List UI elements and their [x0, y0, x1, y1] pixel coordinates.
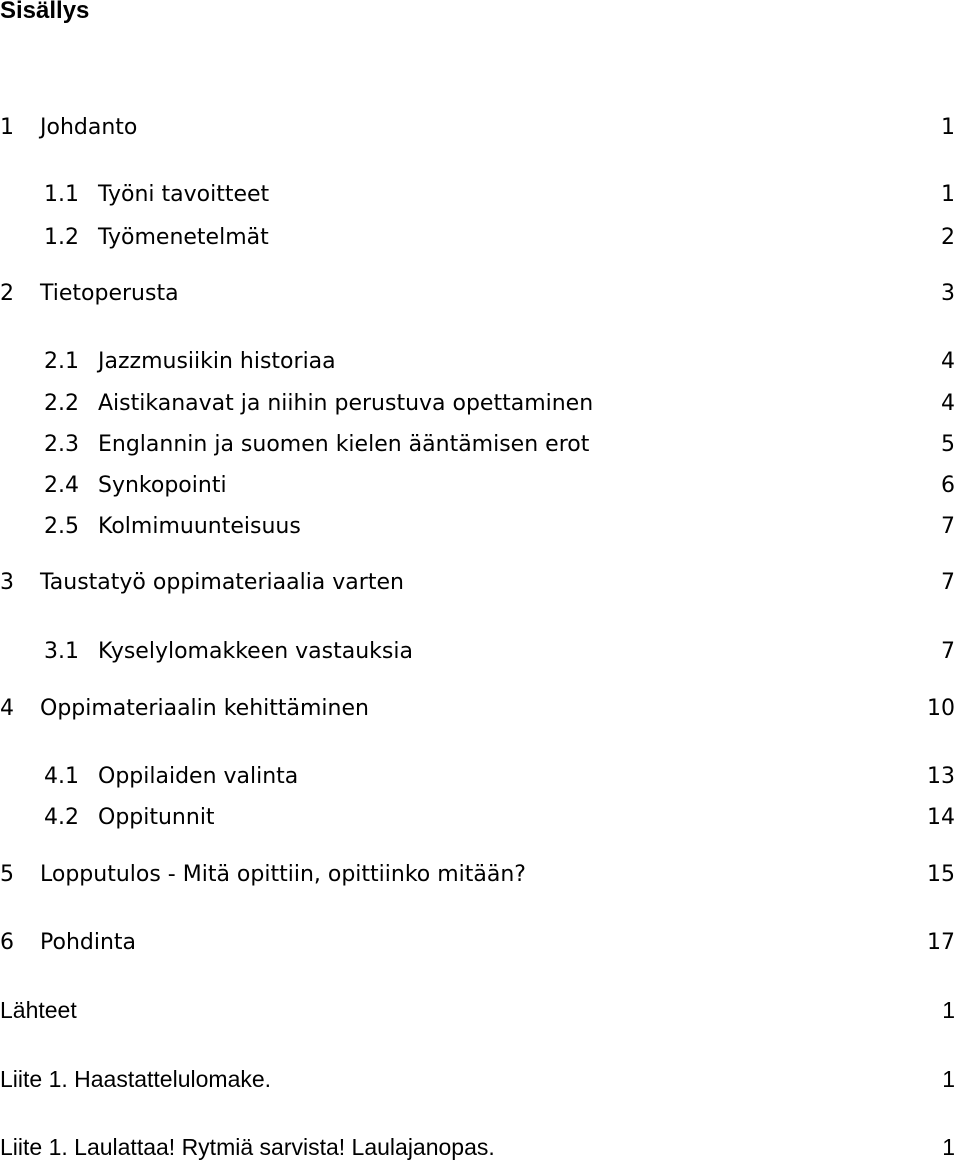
- toc-entry-page: 17: [927, 930, 955, 955]
- toc-entry-number: 1.1: [44, 182, 79, 207]
- toc-entry-page: 7: [941, 570, 955, 595]
- toc-entry-section[interactable]: [0, 223, 955, 253]
- toc-entry-title: Aistikanavat ja niihin perustuva opettaminen: [98, 391, 594, 416]
- toc-entry-section[interactable]: [0, 512, 955, 542]
- toc-entry-title: Pohdinta: [40, 930, 137, 955]
- toc-entry-page: 1: [942, 997, 955, 1023]
- toc-entry-title: Tietoperusta: [40, 281, 179, 306]
- toc-entry-title: Lähteet: [0, 997, 77, 1023]
- toc-entry-title: Oppilaiden valinta: [98, 764, 299, 789]
- toc-entry-number: 2.3: [44, 432, 79, 457]
- toc-entry-section[interactable]: [0, 180, 955, 210]
- toc-entry-number: 2.4: [44, 473, 79, 498]
- toc-entry-title: Kyselylomakkeen vastauksia: [98, 639, 413, 664]
- toc-entry-number: 2.1: [44, 349, 79, 374]
- toc-entry-chapter[interactable]: [0, 113, 955, 143]
- toc-entry-number: 2.5: [44, 514, 79, 539]
- toc-entry-page: 14: [927, 805, 955, 830]
- toc-entry-chapter[interactable]: [0, 568, 955, 598]
- toc-entry-page: 6: [941, 473, 955, 498]
- toc-entry-number: 2: [0, 281, 14, 306]
- toc-entry-page: 7: [941, 639, 955, 664]
- toc-entry-title: Lopputulos - Mitä opittiin, opittiinko mitään?: [40, 862, 526, 887]
- toc-entry-page: 4: [941, 391, 955, 416]
- toc-entry-number: 4: [0, 696, 14, 721]
- toc-entry-number: 2.2: [44, 391, 79, 416]
- toc-entry-page: 10: [927, 696, 955, 721]
- toc-entry-number: 3.1: [44, 639, 79, 664]
- toc-entry-number: 4.1: [44, 764, 79, 789]
- toc-entry-title: Työmenetelmät: [98, 225, 269, 250]
- toc-entry-title: Englannin ja suomen kielen ääntämisen erot: [98, 432, 590, 457]
- toc-entry-section[interactable]: [0, 389, 955, 419]
- toc-entry-title: Työni tavoitteet: [98, 182, 270, 207]
- toc-entry-page: 5: [941, 432, 955, 457]
- toc-entry-page: 3: [941, 281, 955, 306]
- toc-entry-chapter[interactable]: [0, 928, 955, 958]
- toc-entry-title: Liite 1. Haastattelulomake.: [0, 1066, 272, 1092]
- toc-entry-page: 1: [941, 182, 955, 207]
- toc-entry-section[interactable]: [0, 347, 955, 377]
- toc-entry-title: Liite 1. Laulattaa! Rytmiä sarvista! Laulajanopas.: [0, 1134, 495, 1160]
- toc-entry-title: Jazzmusiikin historiaa: [98, 349, 336, 374]
- toc-entry-section[interactable]: [0, 430, 955, 460]
- toc-entry-section[interactable]: [0, 762, 955, 792]
- toc-entry-number: 5: [0, 862, 14, 887]
- toc-entry-title: Oppitunnit: [98, 805, 215, 830]
- toc-entry-title: Oppimateriaalin kehittäminen: [40, 696, 369, 721]
- toc-entry-number: 1: [0, 115, 14, 140]
- toc-entry-page: 2: [941, 225, 955, 250]
- toc-heading: Sisällys: [0, 0, 90, 24]
- toc-entry-page: 4: [941, 349, 955, 374]
- toc-entry-number: 3: [0, 570, 14, 595]
- toc-entry-title: Synkopointi: [98, 473, 227, 498]
- toc-entry-number: 6: [0, 930, 14, 955]
- toc-entry-page: 13: [927, 764, 955, 789]
- toc-entry-title: Taustatyö oppimateriaalia varten: [40, 570, 404, 595]
- toc-entry-title: Kolmimuunteisuus: [98, 514, 301, 539]
- toc-entry-number: 4.2: [44, 805, 79, 830]
- toc-entry-chapter[interactable]: [0, 860, 955, 890]
- toc-entry-appendix[interactable]: [0, 1132, 955, 1162]
- toc-entry-page: 1: [941, 115, 955, 140]
- toc-entry-section[interactable]: [0, 637, 955, 667]
- toc-entry-title: Johdanto: [40, 115, 138, 140]
- toc-entry-section[interactable]: [0, 803, 955, 833]
- toc-entry-number: 1.2: [44, 225, 79, 250]
- toc-entry-chapter[interactable]: [0, 279, 955, 309]
- toc-entry-page: 7: [941, 514, 955, 539]
- toc-entry-page: 1: [942, 1134, 955, 1160]
- toc-entry-appendix[interactable]: [0, 1064, 955, 1094]
- toc-entry-references[interactable]: [0, 995, 955, 1025]
- toc-entry-page: 1: [942, 1066, 955, 1092]
- toc-entry-section[interactable]: [0, 471, 955, 501]
- toc-entry-chapter[interactable]: [0, 694, 955, 724]
- toc-entry-page: 15: [927, 862, 955, 887]
